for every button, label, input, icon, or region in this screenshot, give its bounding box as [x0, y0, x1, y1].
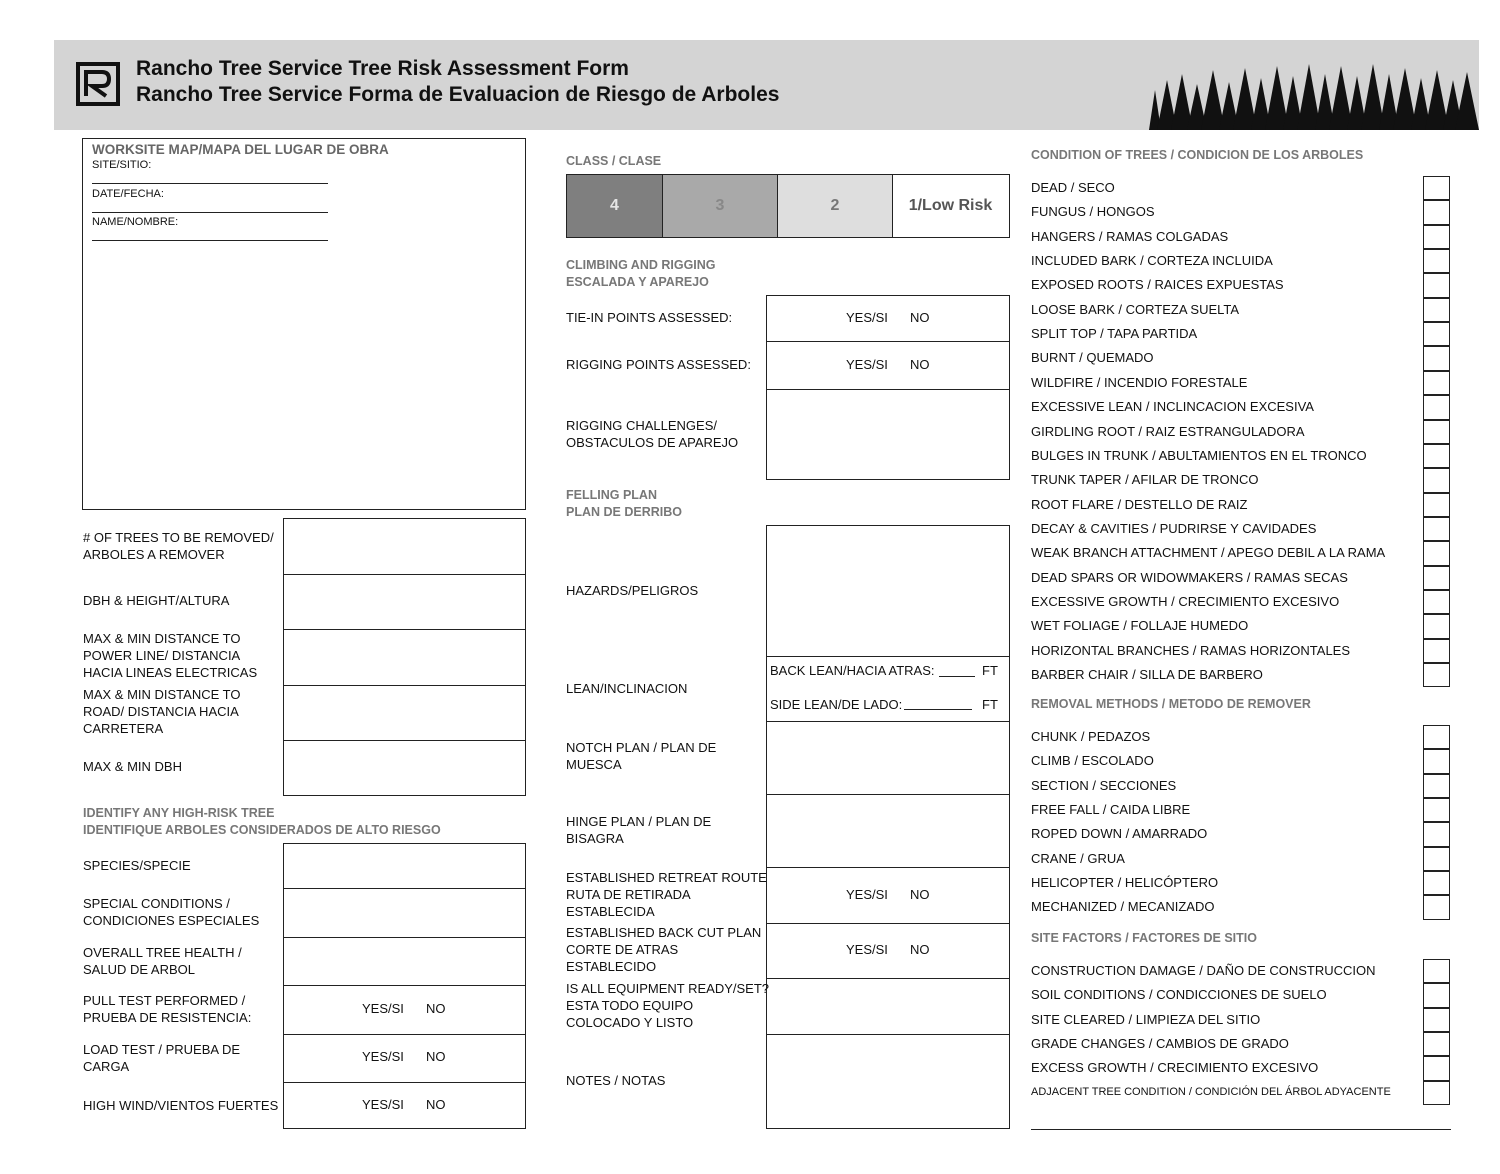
- condition-checkbox[interactable]: [1423, 249, 1450, 273]
- condition-label: WILDFIRE / INCENDIO FORESTALE: [1031, 374, 1248, 390]
- row-divider: [283, 985, 526, 986]
- tie-in-no[interactable]: NO: [910, 310, 930, 325]
- site-factor-checkbox[interactable]: [1423, 983, 1450, 1007]
- road-distance-label: MAX & MIN DISTANCE TO ROAD/ DISTANCIA HACIA CARRETERA: [83, 687, 241, 736]
- row-divider: [766, 721, 1010, 722]
- site-factor-label: SOIL CONDITIONS / CONDICCIONES DE SUELO: [1031, 987, 1327, 1003]
- condition-label: HORIZONTAL BRANCHES / RAMAS HORIZONTALES: [1031, 642, 1351, 658]
- site-factor-label: GRADE CHANGES / CAMBIOS DE GRADO: [1031, 1036, 1289, 1052]
- condition-checkbox[interactable]: [1423, 444, 1450, 468]
- condition-label: INCLUDED BARK / CORTEZA INCLUIDA: [1031, 253, 1273, 269]
- load-test-label: LOAD TEST / PRUEBA DE CARGA: [83, 1042, 241, 1074]
- removal-method-label: HELICOPTER / HELICÓPTERO: [1031, 875, 1219, 891]
- rancho-logo-icon: [76, 62, 120, 106]
- condition-label: EXPOSED ROOTS / RAICES EXPUESTAS: [1031, 277, 1284, 293]
- condition-label: GIRDLING ROOT / RAIZ ESTRANGULADORA: [1031, 423, 1305, 439]
- condition-checkbox[interactable]: [1423, 493, 1450, 517]
- special-conditions-label: SPECIAL CONDITIONS / CONDICIONES ESPECIALES: [83, 896, 260, 928]
- condition-checkbox[interactable]: [1423, 590, 1450, 614]
- row-divider: [766, 389, 1010, 390]
- condition-checkbox[interactable]: [1423, 176, 1450, 200]
- name-line[interactable]: [92, 240, 328, 241]
- removal-method-checkbox[interactable]: [1423, 822, 1450, 846]
- site-line[interactable]: [92, 183, 328, 184]
- trees-removed-label: # OF TREES TO BE REMOVED/ ARBOLES A REMOVER: [83, 530, 274, 562]
- back-lean-ft: FT: [982, 663, 998, 678]
- condition-label: BURNT / QUEMADO: [1031, 350, 1154, 366]
- high-wind-yes[interactable]: YES/SI: [362, 1097, 404, 1112]
- class-title: CLASS / CLASE: [566, 154, 662, 168]
- class-2-option[interactable]: 2: [778, 175, 893, 237]
- condition-checkbox[interactable]: [1423, 566, 1450, 590]
- hazards-label: HAZARDS/PELIGROS: [566, 583, 699, 598]
- condition-label: DECAY & CAVITIES / PUDRIRSE Y CAVIDADES: [1031, 520, 1317, 536]
- class-4-option[interactable]: 4: [567, 175, 663, 237]
- removal-method-label: CHUNK / PEDAZOS: [1031, 729, 1151, 744]
- removal-method-checkbox[interactable]: [1423, 847, 1450, 871]
- high-risk-table: [283, 843, 526, 1129]
- back-cut-yes[interactable]: YES/SI: [846, 942, 888, 957]
- removal-method-label: FREE FALL / CAIDA LIBRE: [1031, 802, 1191, 818]
- site-factor-label: SITE CLEARED / LIMPIEZA DEL SITIO: [1031, 1011, 1261, 1027]
- condition-label: WET FOLIAGE / FOLLAJE HUMEDO: [1031, 618, 1249, 634]
- site-factor-checkbox[interactable]: [1423, 1032, 1450, 1056]
- removal-method-label: MECHANIZED / MECANIZADO: [1031, 899, 1215, 915]
- row-divider: [283, 574, 526, 575]
- felling-plan-table: [766, 525, 1010, 1129]
- condition-label: BULGES IN TRUNK / ABULTAMIENTOS EN EL TRONCO: [1031, 447, 1367, 463]
- condition-checkbox[interactable]: [1423, 420, 1450, 444]
- side-lean-label: SIDE LEAN/DE LADO:: [770, 697, 903, 712]
- row-divider: [766, 1034, 1010, 1035]
- retreat-route-label: ESTABLISHED RETREAT ROUTE RUTA DE RETIRADA ESTABLECIDA: [566, 870, 767, 919]
- removal-method-checkbox[interactable]: [1423, 749, 1450, 773]
- load-test-no[interactable]: NO: [426, 1049, 446, 1064]
- condition-label: WEAK BRANCH ATTACHMENT / APEGO DEBIL A LA RAMA: [1031, 545, 1386, 561]
- removal-method-label: CLIMB / ESCOLADO: [1031, 753, 1154, 769]
- name-label: NAME/NOMBRE:: [92, 216, 179, 228]
- climbing-rigging-table: [766, 295, 1010, 480]
- high-wind-no[interactable]: NO: [426, 1097, 446, 1112]
- pull-test-no[interactable]: NO: [426, 1001, 446, 1016]
- row-divider: [766, 656, 1010, 657]
- condition-label: EXCESSIVE LEAN / INCLINCACION EXCESIVA: [1031, 399, 1314, 415]
- site-factor-label: ADJACENT TREE CONDITION / CONDICIÓN DEL ÁRBOL ADYACENTE: [1031, 1085, 1391, 1098]
- site-label: SITE/SITIO:: [92, 159, 152, 171]
- condition-checkbox[interactable]: [1423, 517, 1450, 541]
- row-divider: [283, 937, 526, 938]
- removal-method-label: SECTION / SECCIONES: [1031, 777, 1177, 793]
- site-factor-label: EXCESS GROWTH / CRECIMIENTO EXCESIVO: [1031, 1060, 1319, 1076]
- removal-method-label: CRANE / GRUA: [1031, 850, 1125, 866]
- overall-health-label: OVERALL TREE HEALTH / SALUD DE ARBOL: [83, 945, 242, 977]
- row-divider: [766, 923, 1010, 924]
- rigging-challenges-label: RIGGING CHALLENGES/ OBSTACULOS DE APAREJO: [566, 418, 739, 450]
- hinge-plan-label: HINGE PLAN / PLAN DE BISAGRA: [566, 814, 712, 846]
- class-1-low-risk-option[interactable]: 1/Low Risk: [893, 175, 1008, 237]
- condition-label: LOOSE BARK / CORTEZA SUELTA: [1031, 301, 1240, 317]
- species-label: SPECIES/SPECIE: [83, 858, 191, 873]
- site-factor-checkbox[interactable]: [1423, 1081, 1450, 1105]
- condition-label: DEAD / SECO: [1031, 180, 1115, 195]
- equipment-ready-label: IS ALL EQUIPMENT READY/SET? ESTA TODO EQUIPO COLOCADO Y LISTO: [566, 981, 770, 1030]
- pull-test-yes[interactable]: YES/SI: [362, 1001, 404, 1016]
- row-divider: [283, 1034, 526, 1035]
- condition-label: DEAD SPARS OR WIDOWMAKERS / RAMAS SECAS: [1031, 569, 1348, 585]
- condition-checkbox[interactable]: [1423, 541, 1450, 565]
- worksite-map-title: WORKSITE MAP/MAPA DEL LUGAR DE OBRA: [92, 142, 389, 157]
- site-factor-checkbox[interactable]: [1423, 1008, 1450, 1032]
- condition-label: FUNGUS / HONGOS: [1031, 204, 1155, 220]
- site-factor-checkbox[interactable]: [1423, 959, 1450, 983]
- pull-test-label: PULL TEST PERFORMED / PRUEBA DE RESISTENCIA:: [83, 993, 252, 1025]
- notes-label: NOTES / NOTAS: [566, 1073, 666, 1088]
- condition-checkbox[interactable]: [1423, 395, 1450, 419]
- condition-checkbox[interactable]: [1423, 663, 1450, 687]
- condition-checkbox[interactable]: [1423, 322, 1450, 346]
- max-min-dbh-label: MAX & MIN DBH: [83, 759, 182, 774]
- row-divider: [766, 978, 1010, 979]
- high-wind-label: HIGH WIND/VIENTOS FUERTES: [83, 1098, 279, 1113]
- side-lean-ft: FT: [982, 697, 998, 712]
- row-divider: [766, 794, 1010, 795]
- measurement-table: [283, 518, 526, 796]
- tree-line-icon: [1149, 40, 1479, 130]
- condition-checkbox[interactable]: [1423, 298, 1450, 322]
- condition-checkbox[interactable]: [1423, 225, 1450, 249]
- condition-label: EXCESSIVE GROWTH / CRECIMIENTO EXCESIVO: [1031, 593, 1340, 609]
- back-cut-no[interactable]: NO: [910, 942, 930, 957]
- class-3-option[interactable]: 3: [663, 175, 778, 237]
- row-divider: [283, 888, 526, 889]
- tie-in-label: TIE-IN POINTS ASSESSED:: [566, 310, 733, 325]
- removal-method-checkbox[interactable]: [1423, 798, 1450, 822]
- date-label: DATE/FECHA:: [92, 188, 164, 200]
- felling-plan-title: FELLING PLAN PLAN DE DERRIBO: [566, 488, 682, 519]
- tie-in-yes[interactable]: YES/SI: [846, 310, 888, 325]
- condition-checkbox[interactable]: [1423, 273, 1450, 297]
- retreat-no[interactable]: NO: [910, 887, 930, 902]
- removal-method-checkbox[interactable]: [1423, 895, 1450, 919]
- date-line[interactable]: [92, 212, 328, 213]
- back-cut-label: ESTABLISHED BACK CUT PLAN CORTE DE ATRAS ESTABLECIDO: [566, 925, 762, 974]
- back-lean-label: BACK LEAN/HACIA ATRAS:: [770, 663, 935, 678]
- form-title-english: Rancho Tree Service Tree Risk Assessment Form: [136, 57, 629, 80]
- load-test-yes[interactable]: YES/SI: [362, 1049, 404, 1064]
- condition-label: TRUNK TAPER / AFILAR DE TRONCO: [1031, 472, 1259, 488]
- row-divider: [766, 867, 1010, 868]
- condition-label: BARBER CHAIR / SILLA DE BARBERO: [1031, 667, 1263, 682]
- header-banner: [54, 40, 1479, 130]
- row-divider: [283, 1082, 526, 1083]
- site-factor-checkbox[interactable]: [1423, 1056, 1450, 1080]
- row-divider: [766, 341, 1010, 342]
- condition-checkbox[interactable]: [1423, 639, 1450, 663]
- bottom-rule: [1031, 1129, 1451, 1130]
- dbh-height-label: DBH & HEIGHT/ALTURA: [83, 593, 230, 608]
- lean-label: LEAN/INCLINACION: [566, 681, 688, 696]
- condition-label: SPLIT TOP / TAPA PARTIDA: [1031, 326, 1198, 342]
- condition-title: CONDITION OF TREES / CONDICION DE LOS ARBOLES: [1031, 148, 1364, 162]
- rigging-points-yes[interactable]: YES/SI: [846, 357, 888, 372]
- condition-checkbox[interactable]: [1423, 614, 1450, 638]
- back-lean-line[interactable]: [939, 676, 975, 677]
- retreat-yes[interactable]: YES/SI: [846, 887, 888, 902]
- condition-label: ROOT FLARE / DESTELLO DE RAIZ: [1031, 496, 1248, 512]
- removal-method-label: ROPED DOWN / AMARRADO: [1031, 826, 1208, 842]
- rigging-points-label: RIGGING POINTS ASSESSED:: [566, 357, 751, 372]
- removal-title: REMOVAL METHODS / METODO DE REMOVER: [1031, 697, 1311, 711]
- site-factor-label: CONSTRUCTION DAMAGE / DAÑO DE CONSTRUCCION: [1031, 963, 1376, 978]
- row-divider: [283, 685, 526, 686]
- row-divider: [283, 740, 526, 741]
- condition-checkbox[interactable]: [1423, 200, 1450, 224]
- rigging-points-no[interactable]: NO: [910, 357, 930, 372]
- condition-checkbox[interactable]: [1423, 468, 1450, 492]
- notch-plan-label: NOTCH PLAN / PLAN DE MUESCA: [566, 740, 717, 772]
- condition-checkbox[interactable]: [1423, 346, 1450, 370]
- climbing-rigging-title: CLIMBING AND RIGGING ESCALADA Y APAREJO: [566, 258, 716, 289]
- site-factors-title: SITE FACTORS / FACTORES DE SITIO: [1031, 931, 1257, 945]
- side-lean-line[interactable]: [904, 709, 972, 710]
- high-risk-title: IDENTIFY ANY HIGH-RISK TREE IDENTIFIQUE ARBOLES CONSIDERADOS DE ALTO RIESGO: [83, 806, 441, 837]
- power-line-label: MAX & MIN DISTANCE TO POWER LINE/ DISTANCIA HACIA LINEAS ELECTRICAS: [83, 631, 258, 680]
- removal-method-checkbox[interactable]: [1423, 725, 1450, 749]
- removal-method-checkbox[interactable]: [1423, 774, 1450, 798]
- condition-label: HANGERS / RAMAS COLGADAS: [1031, 228, 1229, 244]
- row-divider: [283, 629, 526, 630]
- condition-checkbox[interactable]: [1423, 371, 1450, 395]
- class-selector: [566, 174, 1010, 238]
- form-title-spanish: Rancho Tree Service Forma de Evaluacion de Riesgo de Arboles: [136, 83, 780, 106]
- removal-method-checkbox[interactable]: [1423, 871, 1450, 895]
